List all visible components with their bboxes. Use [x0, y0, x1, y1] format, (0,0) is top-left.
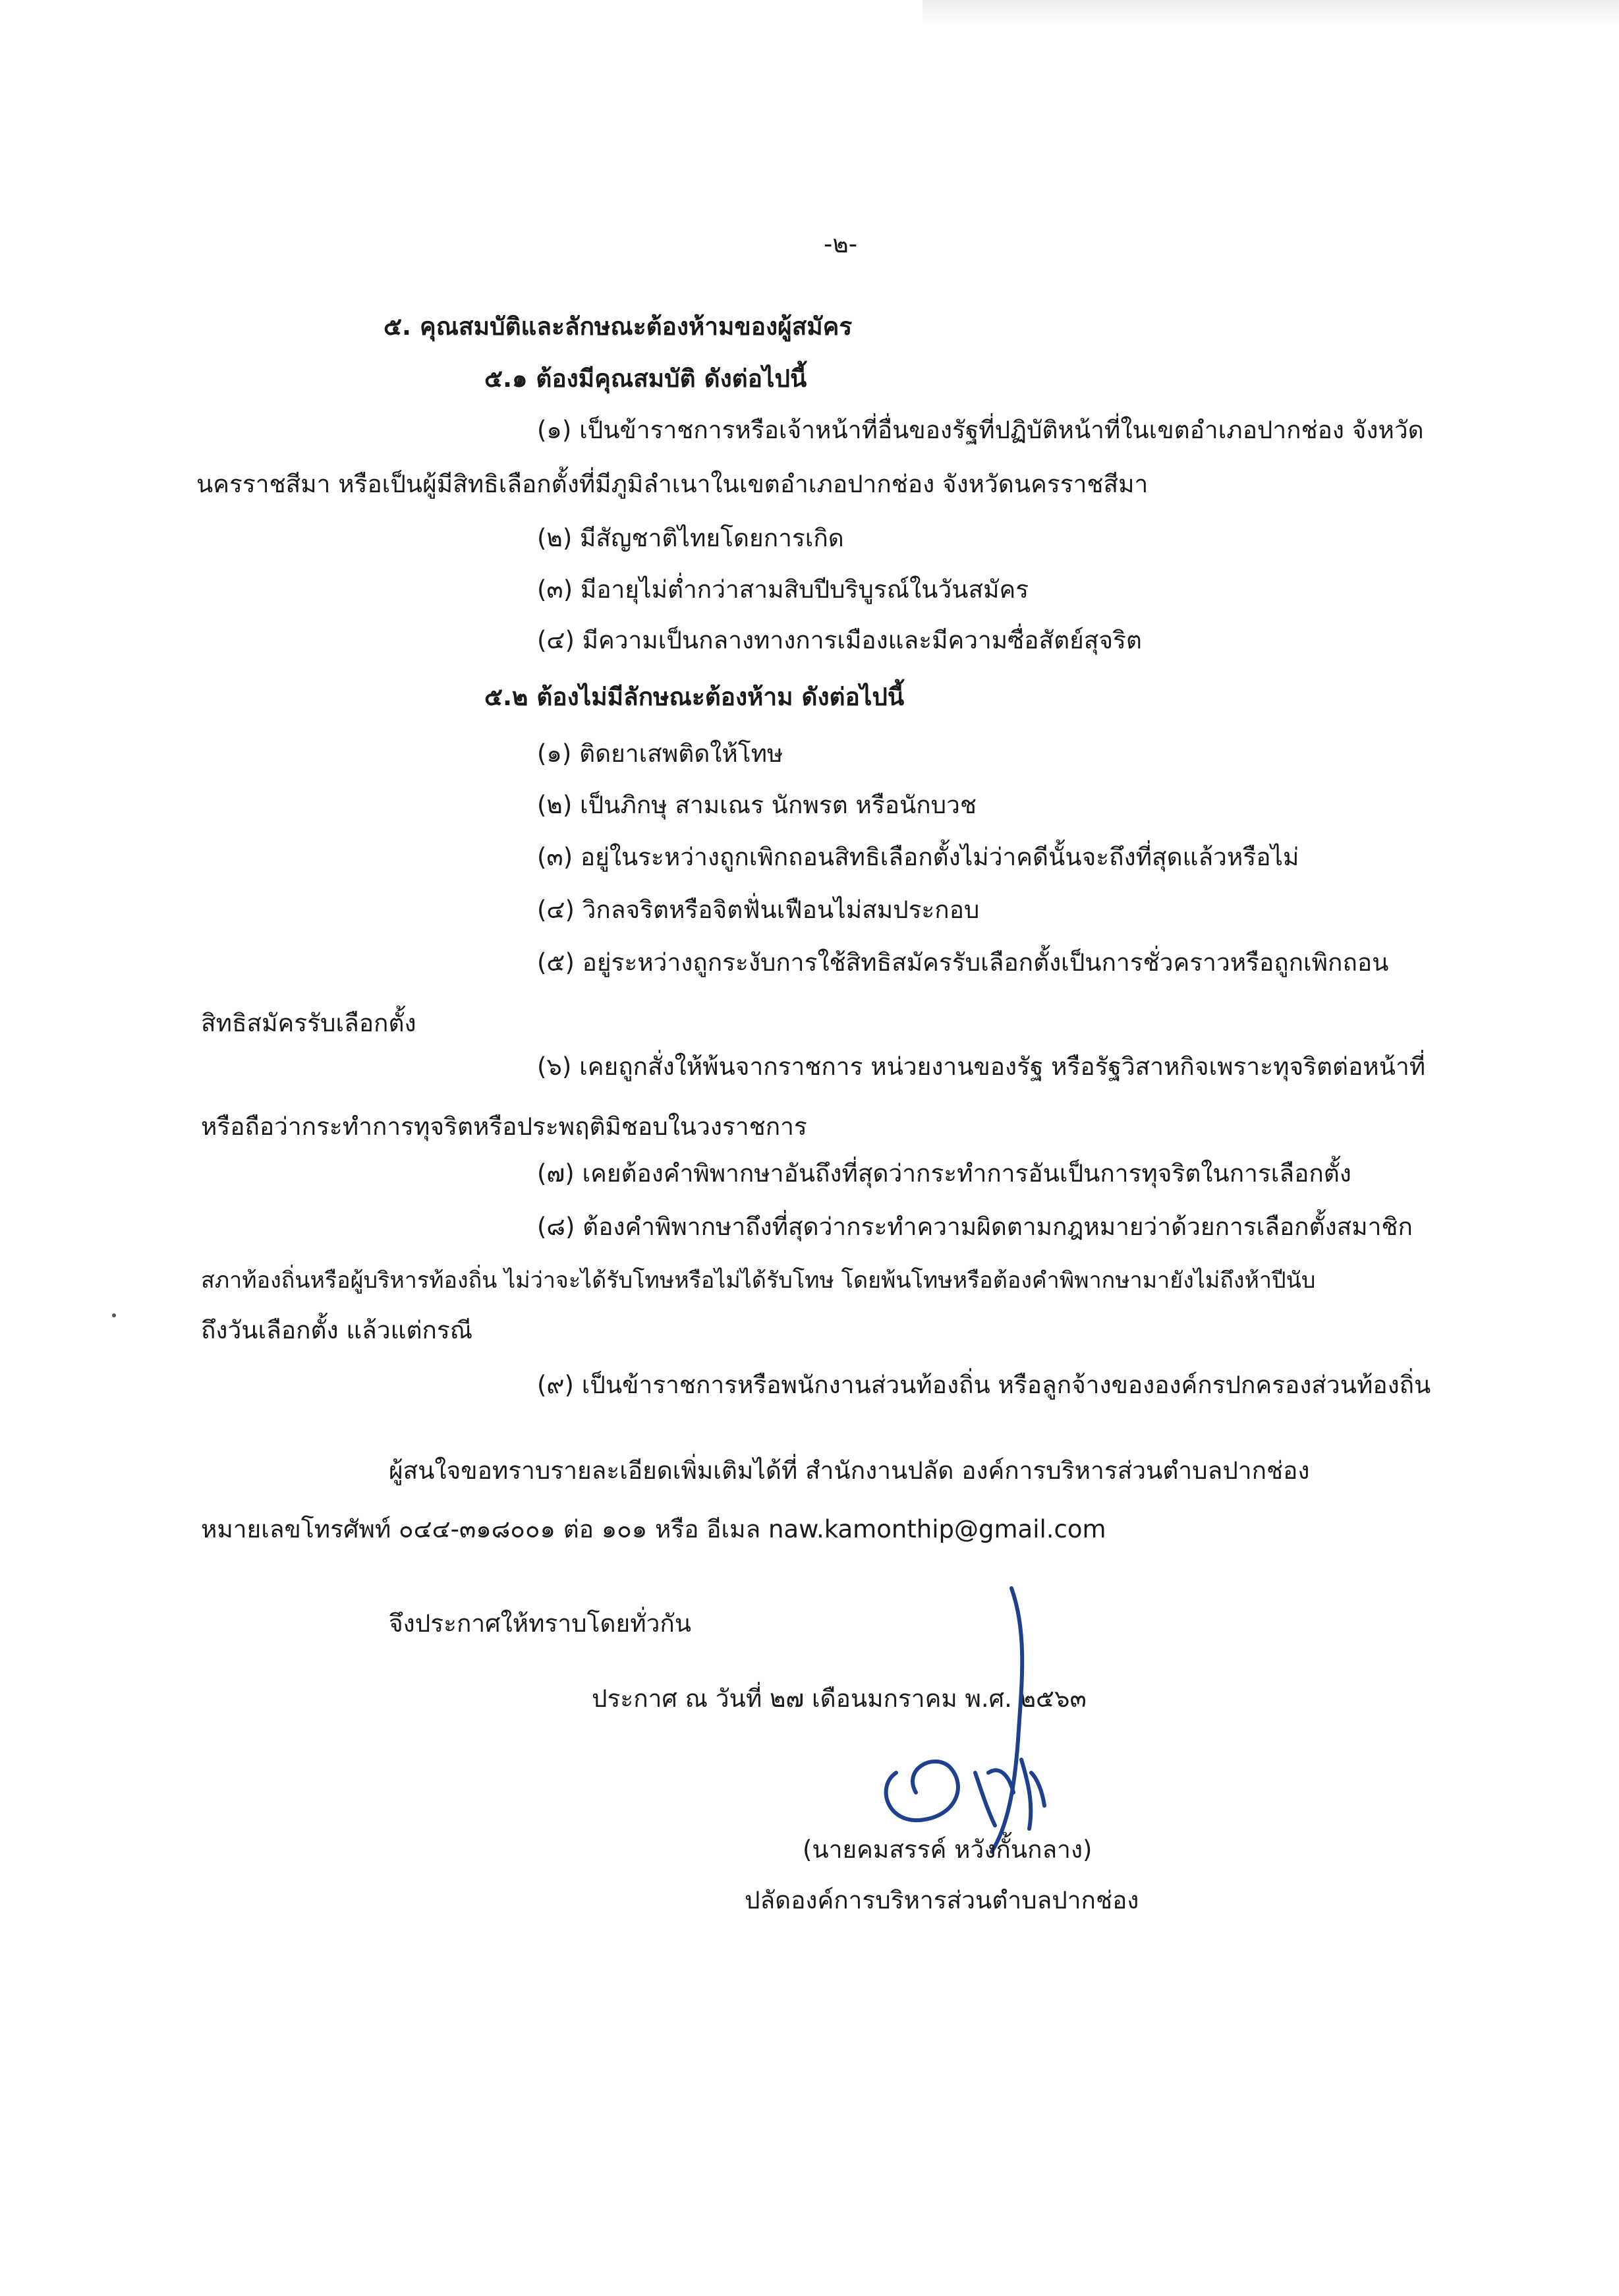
- closing-statement: จึงประกาศให้ทราบโดยทั่วกัน: [389, 1609, 692, 1638]
- list-item: (๑) เป็นข้าราชการหรือเจ้าหน้าที่อื่นของรัฐที่ปฏิบัติหน้าที่ในเขตอำเภอปากช่อง จังหวัด: [537, 416, 1424, 444]
- list-item: (๖) เคยถูกสั่งให้พ้นจากราชการ หน่วยงานของรัฐ หรือรัฐวิสาหกิจเพราะทุจริตต่อหน้าที่: [537, 1052, 1426, 1081]
- list-item: (๔) มีความเป็นกลางทางการเมืองและมีความซื่อสัตย์สุจริต: [537, 626, 1142, 654]
- signer-name: (นายคมสรรค์ หวังกั้นกลาง): [803, 1835, 1093, 1864]
- list-item-continuation: สภาท้องถิ่นหรือผู้บริหารท้องถิ่น ไม่ว่าจะได้รับโทษหรือไม่ได้รับโทษ โดยพ้นโทษหรือต้องคำพิพากษามายังไม่ถึงห้าปีนับ: [201, 1267, 1316, 1294]
- list-item: (๕) อยู่ระหว่างถูกระงับการใช้สิทธิสมัครรับเลือกตั้งเป็นการชั่วคราวหรือถูกเพิกถอน: [537, 948, 1389, 977]
- list-item-continuation: สิทธิสมัครรับเลือกตั้ง: [201, 1009, 416, 1037]
- signer-position: ปลัดองค์การบริหารส่วนตำบลปากช่อง: [745, 1886, 1139, 1914]
- list-item: (๗) เคยต้องคำพิพากษาอันถึงที่สุดว่ากระทำการอันเป็นการทุจริตในการเลือกตั้ง: [537, 1159, 1351, 1188]
- subsection-heading-5-2: ๕.๒ ต้องไม่มีลักษณะต้องห้าม ดังต่อไปนี้: [484, 683, 905, 711]
- list-item: (๓) มีอายุไม่ต่ำกว่าสามสิบปีบริบูรณ์ในวันสมัคร: [537, 575, 1029, 604]
- list-item: (๒) มีสัญชาติไทยโดยการเกิด: [537, 524, 844, 552]
- list-item: นครราชสีมา หรือเป็นผู้มีสิทธิเลือกตั้งที่มีภูมิลำเนาในเขตอำเภอปากช่อง จังหวัดนครราชสีมา: [196, 470, 1149, 498]
- subsection-heading-5-1: ๕.๑ ต้องมีคุณสมบัติ ดังต่อไปนี้: [484, 364, 807, 393]
- scan-shadow: [923, 0, 1619, 26]
- list-item: (๓) อยู่ในระหว่างถูกเพิกถอนสิทธิเลือกตั้งไม่ว่าคดีนั้นจะถึงที่สุดแล้วหรือไม่: [537, 843, 1299, 871]
- list-item: (๑) ติดยาเสพติดให้โทษ: [537, 739, 783, 768]
- list-item: (๔) วิกลจริตหรือจิตฟั่นเฟือนไม่สมประกอบ: [537, 896, 980, 924]
- contact-line-2: หมายเลขโทรศัพท์ ๐๔๔-๓๑๘๐๐๑ ต่อ ๑๐๑ หรือ อีเมล naw.kamonthip@gmail.com: [201, 1515, 1106, 1543]
- list-item-continuation: ถึงวันเลือกตั้ง แล้วแต่กรณี: [201, 1316, 473, 1344]
- contact-line-1: ผู้สนใจขอทราบรายละเอียดเพิ่มเติมได้ที่ สำนักงานปลัด องค์การบริหารส่วนตำบลปากช่อง: [389, 1456, 1310, 1485]
- list-item-continuation: หรือถือว่ากระทำการทุจริตหรือประพฤติมิชอบในวงราชการ: [201, 1112, 807, 1141]
- scan-speck: [112, 1313, 116, 1317]
- section-heading: ๕. คุณสมบัติและลักษณะต้องห้ามของผู้สมัคร: [383, 312, 853, 341]
- announcement-date: ประกาศ ณ วันที่ ๒๗ เดือนมกราคม พ.ศ. ๒๕๖๓: [592, 1684, 1087, 1713]
- list-item: (๘) ต้องคำพิพากษาถึงที่สุดว่ากระทำความผิดตามกฎหมายว่าด้วยการเลือกตั้งสมาชิก: [537, 1213, 1413, 1241]
- list-item: (๒) เป็นภิกษุ สามเณร นักพรต หรือนักบวช: [537, 791, 977, 819]
- handwritten-signature: [857, 1575, 1133, 1858]
- page-number: -๒-: [824, 230, 858, 258]
- list-item: (๙) เป็นข้าราชการหรือพนักงานส่วนท้องถิ่น หรือลูกจ้างขององค์กรปกครองส่วนท้องถิ่น: [537, 1371, 1431, 1399]
